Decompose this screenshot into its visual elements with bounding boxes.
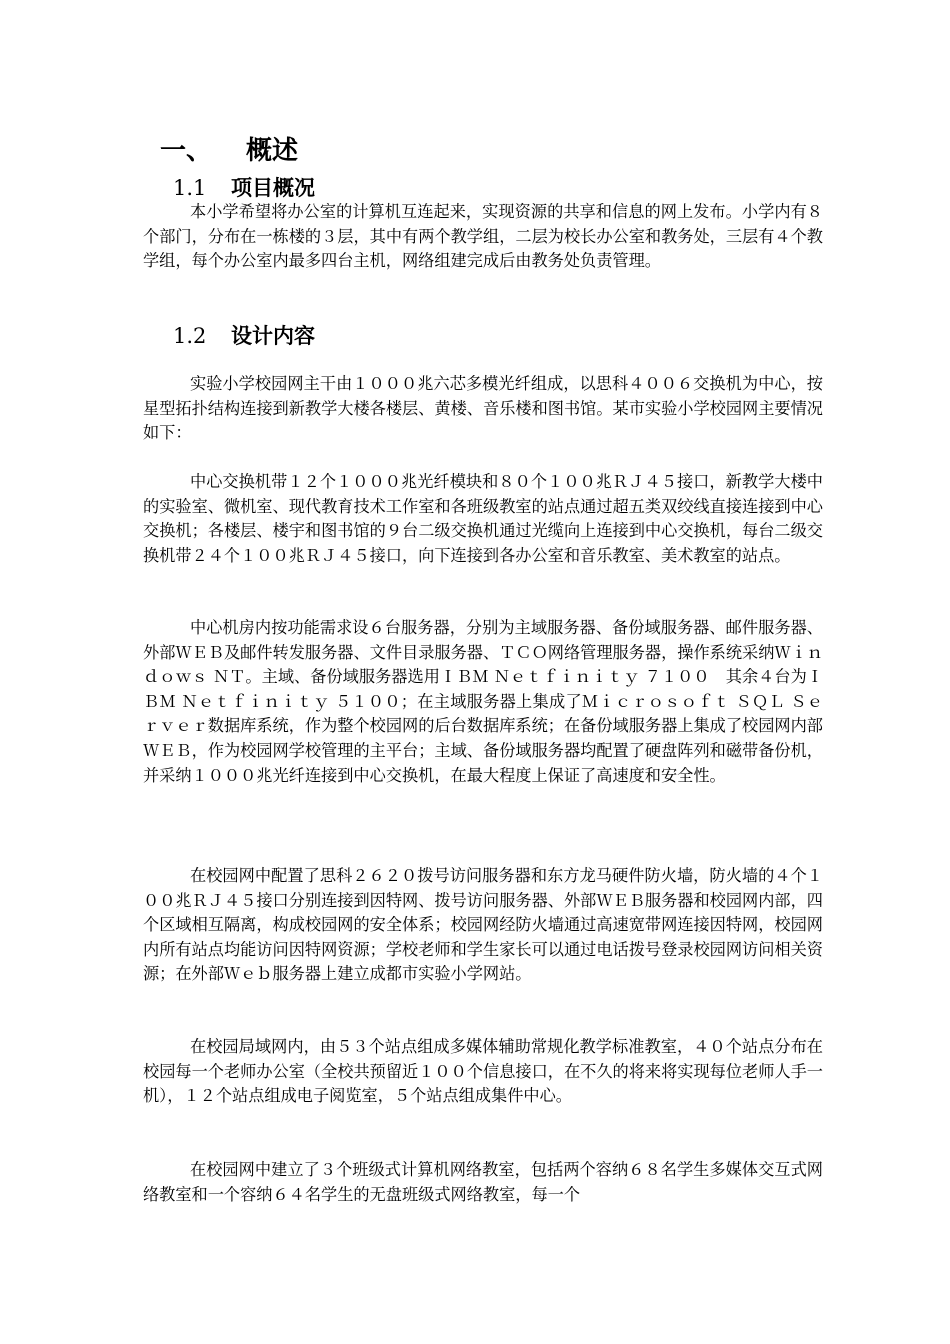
subsection-heading-1-1 xyxy=(173,173,315,203)
section-number: 一、 xyxy=(160,136,213,166)
subsection-heading-1-2 xyxy=(173,321,315,351)
paragraph-firewall: 在校园网中配置了思科２６２０拨号访问服务器和东方龙马硬件防火墙，防火墙的４个１００兆ＲＪ４５接口分别连接到因特网、拨号访问服务器、外部ＷＥＢ服务器和校园网内部，四个区域相互隔离，构成校园网的安全体系；校园网经防火墙通过高速宽带网连接因特网，校园网内所有站点均能访问因特网资源；学校老师和学生家长可以通过电话拨号登录校园网访问相关资源；在外部Ｗｅｂ服务器上建立成都市实验小学网站。 xyxy=(143,866,823,984)
subsection-number: 1.2 xyxy=(173,324,207,348)
section-heading xyxy=(160,133,298,169)
subsection-title: 项目概况 xyxy=(231,176,315,200)
paragraph-servers: 中心机房内按功能需求设６台服务器，分别为主域服务器、备份域服务器、邮件服务器、外部ＷＥＢ及邮件转发服务器、文件目录服务器、ＴＣＯ网络管理服务器，操作系统采纳Ｗｉｎｄｏｗｓ ＮＴ。主域、备份域服务器选用ＩＢＭ Ｎｅｔｆｉｎｉｔｙ ７１００ 其余４台为ＩＢＭ Ｎｅｔｆｉｎｉｔｙ ５１００；在主域服务器上集成了Ｍｉｃｒｏｓｏｆｔ ＳＱＬ Ｓｅｒｖｅｒ数据库系统，作为整个校园网的后台数据库系统；在备份域服务器上集成了校园网内部ＷＥＢ，作为校园网学校管理的主平台；主域、备份域服务器均配置了硬盘阵列和磁带备份机，并采纳１０００兆光纤连接到中心交换机，在最大程度上保证了高速度和安全性。 xyxy=(143,618,823,785)
subsection-title: 设计内容 xyxy=(231,324,315,348)
paragraph-lan-stations: 在校园局域网内，由５３个站点组成多媒体辅助常规化教学标准教室，４０个站点分布在校园每一个老师办公室（全校共预留近１００个信息接口，在不久的将来将实现每位老师人手一机），１２个站点组成电子阅览室，５个站点组成集件中心。 xyxy=(143,1037,823,1106)
paragraph-overview: 本小学希望将办公室的计算机互连起来，实现资源的共享和信息的网上发布。小学内有８个部门，分布在一栋楼的３层，其中有两个教学组，二层为校长办公室和教务处，三层有４个教学组，每个办公室内最多四台主机，网络组建完成后由教务处负责管理。 xyxy=(143,202,823,271)
paragraph-classrooms: 在校园网中建立了３个班级式计算机网络教室，包括两个容纳６８名学生多媒体交互式网络教室和一个容纳６４名学生的无盘班级式网络教室，每一个 xyxy=(143,1160,823,1204)
section-title: 概述 xyxy=(246,136,299,166)
subsection-number: 1.1 xyxy=(173,176,207,200)
paragraph-central-switch: 中心交换机带１２个１０００兆光纤模块和８０个１００兆ＲＪ４５接口，新教学大楼中的实验室、微机室、现代教育技术工作室和各班级教室的站点通过超五类双绞线直接连接到中心交换机；各楼层、楼宇和图书馆的９台二级交换机通过光缆向上连接到中心交换机，每台二级交换机带２４个１００兆ＲＪ４５接口，向下连接到各办公室和音乐教室、美术教室的站点。 xyxy=(143,472,823,565)
paragraph-backbone: 实验小学校园网主干由１０００兆六芯多模光纤组成，以思科４００６交换机为中心，按星型拓扑结构连接到新教学大楼各楼层、黄楼、音乐楼和图书馆。某市实验小学校园网主要情况如下： xyxy=(143,374,823,443)
